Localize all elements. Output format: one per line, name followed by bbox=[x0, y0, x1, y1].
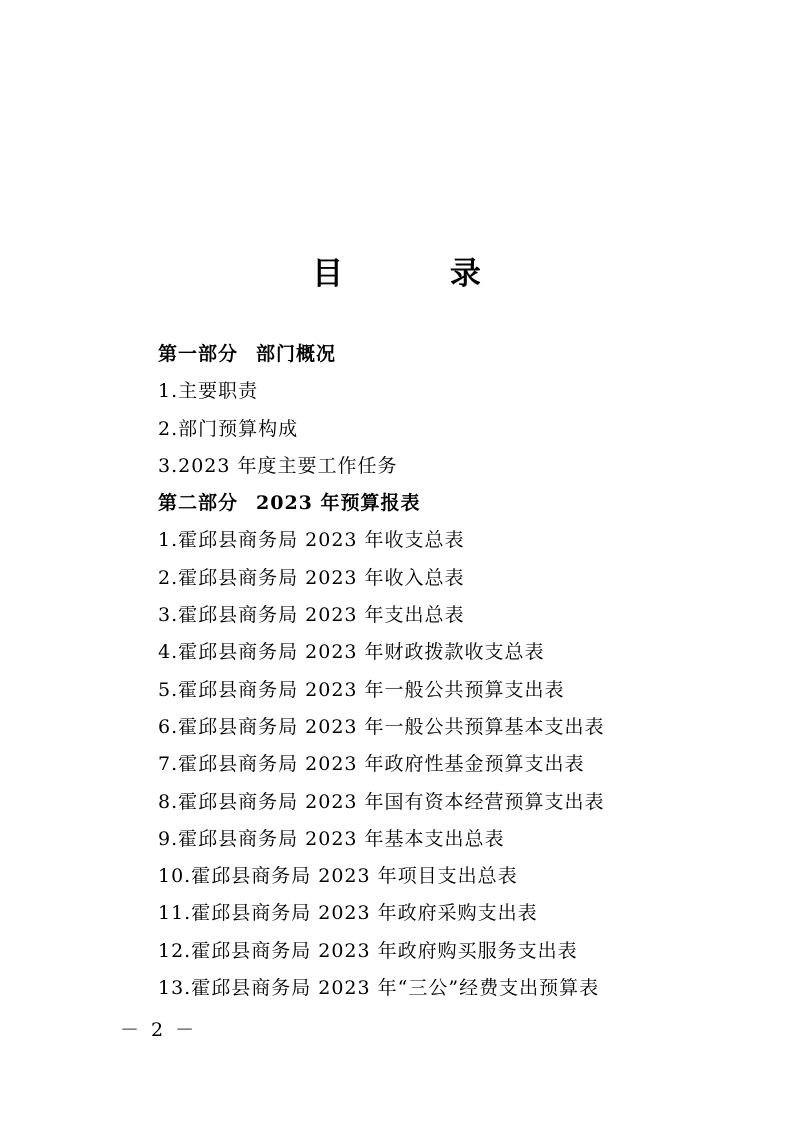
section-name: 部门概况 bbox=[256, 343, 337, 365]
page-number: － 2 － bbox=[120, 1019, 198, 1041]
toc-item: 11.霍邱县商务局 2023 年政府采购支出表 bbox=[158, 902, 538, 925]
toc-section-part2 bbox=[158, 485, 605, 522]
toc-item: 2.部门预算构成 bbox=[158, 417, 299, 440]
toc-item: 8.霍邱县商务局 2023 年国有资本经营预算支出表 bbox=[158, 790, 605, 813]
toc-item: 2.霍邱县商务局 2023 年收入总表 bbox=[158, 566, 465, 589]
toc-item: 1.主要职责 bbox=[158, 380, 259, 403]
toc-item: 3.2023 年度主要工作任务 bbox=[158, 454, 398, 477]
section-label: 第二部分 bbox=[158, 492, 239, 515]
toc-item: 6.霍邱县商务局 2023 年一般公共预算基本支出表 bbox=[158, 715, 605, 738]
toc-item: 3.霍邱县商务局 2023 年支出总表 bbox=[158, 604, 465, 627]
toc-item: 7.霍邱县商务局 2023 年政府性基金预算支出表 bbox=[158, 753, 585, 776]
toc-item: 10.霍邱县商务局 2023 年项目支出总表 bbox=[158, 865, 518, 888]
section-label: 第一部分 bbox=[158, 343, 239, 365]
toc-item: 9.霍邱县商务局 2023 年基本支出总表 bbox=[158, 827, 505, 850]
table-of-contents bbox=[158, 336, 605, 1007]
toc-section-part1 bbox=[158, 336, 605, 373]
toc-item: 13.霍邱县商务局 2023 年“三公”经费支出预算表 bbox=[158, 977, 600, 1000]
page-title: 目 录 bbox=[312, 256, 529, 292]
section-name: 2023 年预算报表 bbox=[256, 492, 421, 515]
toc-item: 1.霍邱县商务局 2023 年收支总表 bbox=[158, 529, 465, 552]
toc-item: 12.霍邱县商务局 2023 年政府购买服务支出表 bbox=[158, 939, 578, 962]
toc-item: 4.霍邱县商务局 2023 年财政拨款收支总表 bbox=[158, 641, 545, 664]
toc-item: 5.霍邱县商务局 2023 年一般公共预算支出表 bbox=[158, 678, 565, 701]
